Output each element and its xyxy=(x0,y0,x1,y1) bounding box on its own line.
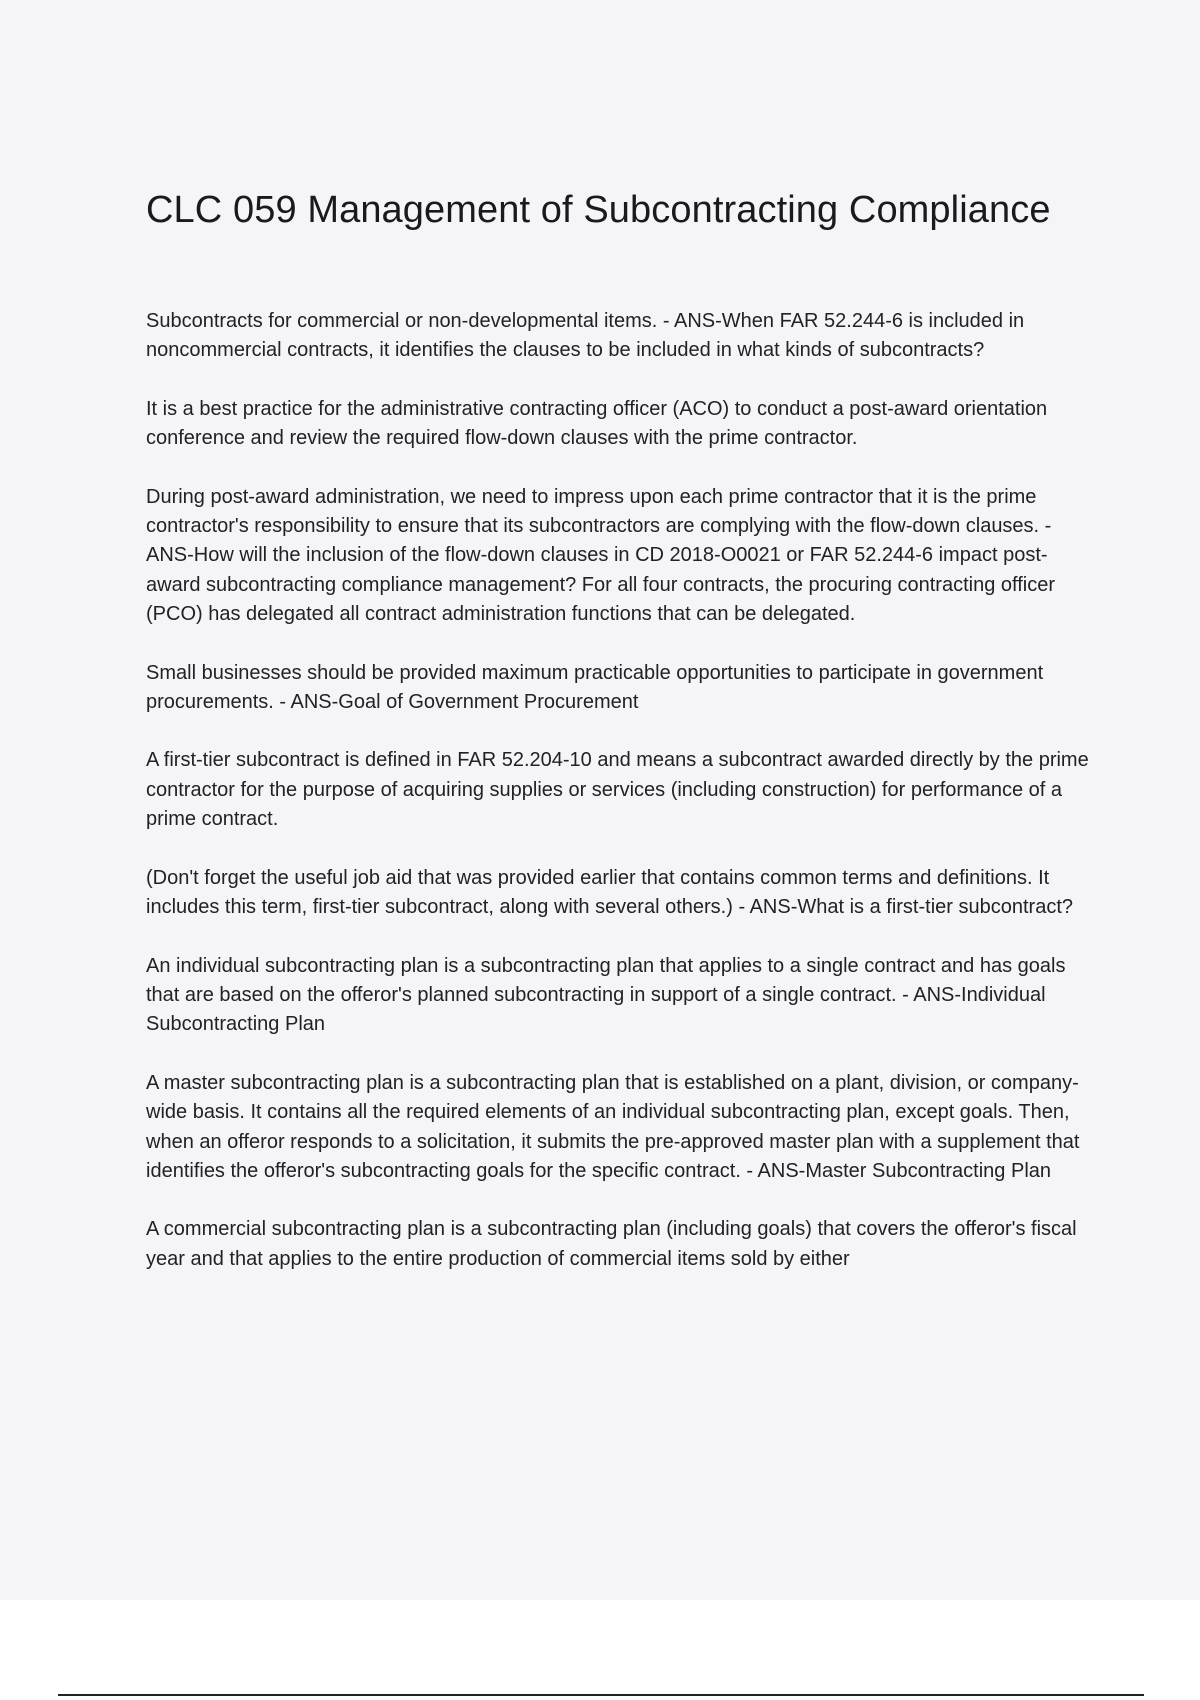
paragraph: Subcontracts for commercial or non-developmental items. - ANS-When FAR 52.244-6 is included in noncommercial contracts, it identifies the clauses to be included in what kinds of subcontracts? xyxy=(146,310,1025,362)
paragraph: A commercial subcontracting plan is a subcontracting plan (including goals) that covers the offeror's fiscal year and that applies to the entire production of commercial items sold by either xyxy=(146,1218,1077,1270)
paragraph-list xyxy=(146,307,1096,1274)
paragraph: A first-tier subcontract is defined in FAR 52.204-10 and means a subcontract awarded directly by the prime contractor for the purpose of acquiring supplies or services (including construction) for performance of a prime contract. xyxy=(146,749,1089,831)
paragraph: A master subcontracting plan is a subcontracting plan that is established on a plant, division, or company-wide basis. It contains all the required elements of an individual subcontracting plan, except goals. Then, when an offeror responds to a solicitation, it submits the pre-approved master plan with a supplement that identifies the offeror's subcontracting goals for the specific contract. - ANS-Master Subcontracting Plan xyxy=(146,1071,1080,1182)
paragraph: It is a best practice for the administrative contracting officer (ACO) to conduct a post-award orientation conference and review the required flow-down clauses with the prime contractor. xyxy=(146,397,1048,450)
bottom-divider xyxy=(58,1694,1144,1696)
paragraph: (Don't forget the useful job aid that was provided earlier that contains common terms and definitions. It includes this term, first-tier subcontract, along with several others.) - ANS-What is a first-tier subcontract? xyxy=(146,866,1073,919)
document-title: CLC 059 Management of Subcontracting Compliance xyxy=(146,189,1051,231)
paragraph: Small businesses should be provided maximum practicable opportunities to participate in government procurements. - ANS-Goal of Government Procurement xyxy=(146,661,1044,714)
document-content xyxy=(146,183,1096,1303)
paragraph: An individual subcontracting plan is a subcontracting plan that applies to a single contract and has goals that are based on the offeror's planned subcontracting in support of a single contract. - ANS-Individual Subcontracting Plan xyxy=(146,954,1066,1036)
paragraph: During post-award administration, we need to impress upon each prime contractor that it is the prime contractor's responsibility to ensure that its subcontractors are complying with the flow-down clauses. - ANS-How will the inclusion of the flow-down clauses in CD 2018-O0021 or FAR 52.244-6 impact post-award subcontracting compliance management? For all four contracts, the procuring contracting officer (PCO) has delegated all contract administration functions that can be delegated. xyxy=(146,485,1055,626)
